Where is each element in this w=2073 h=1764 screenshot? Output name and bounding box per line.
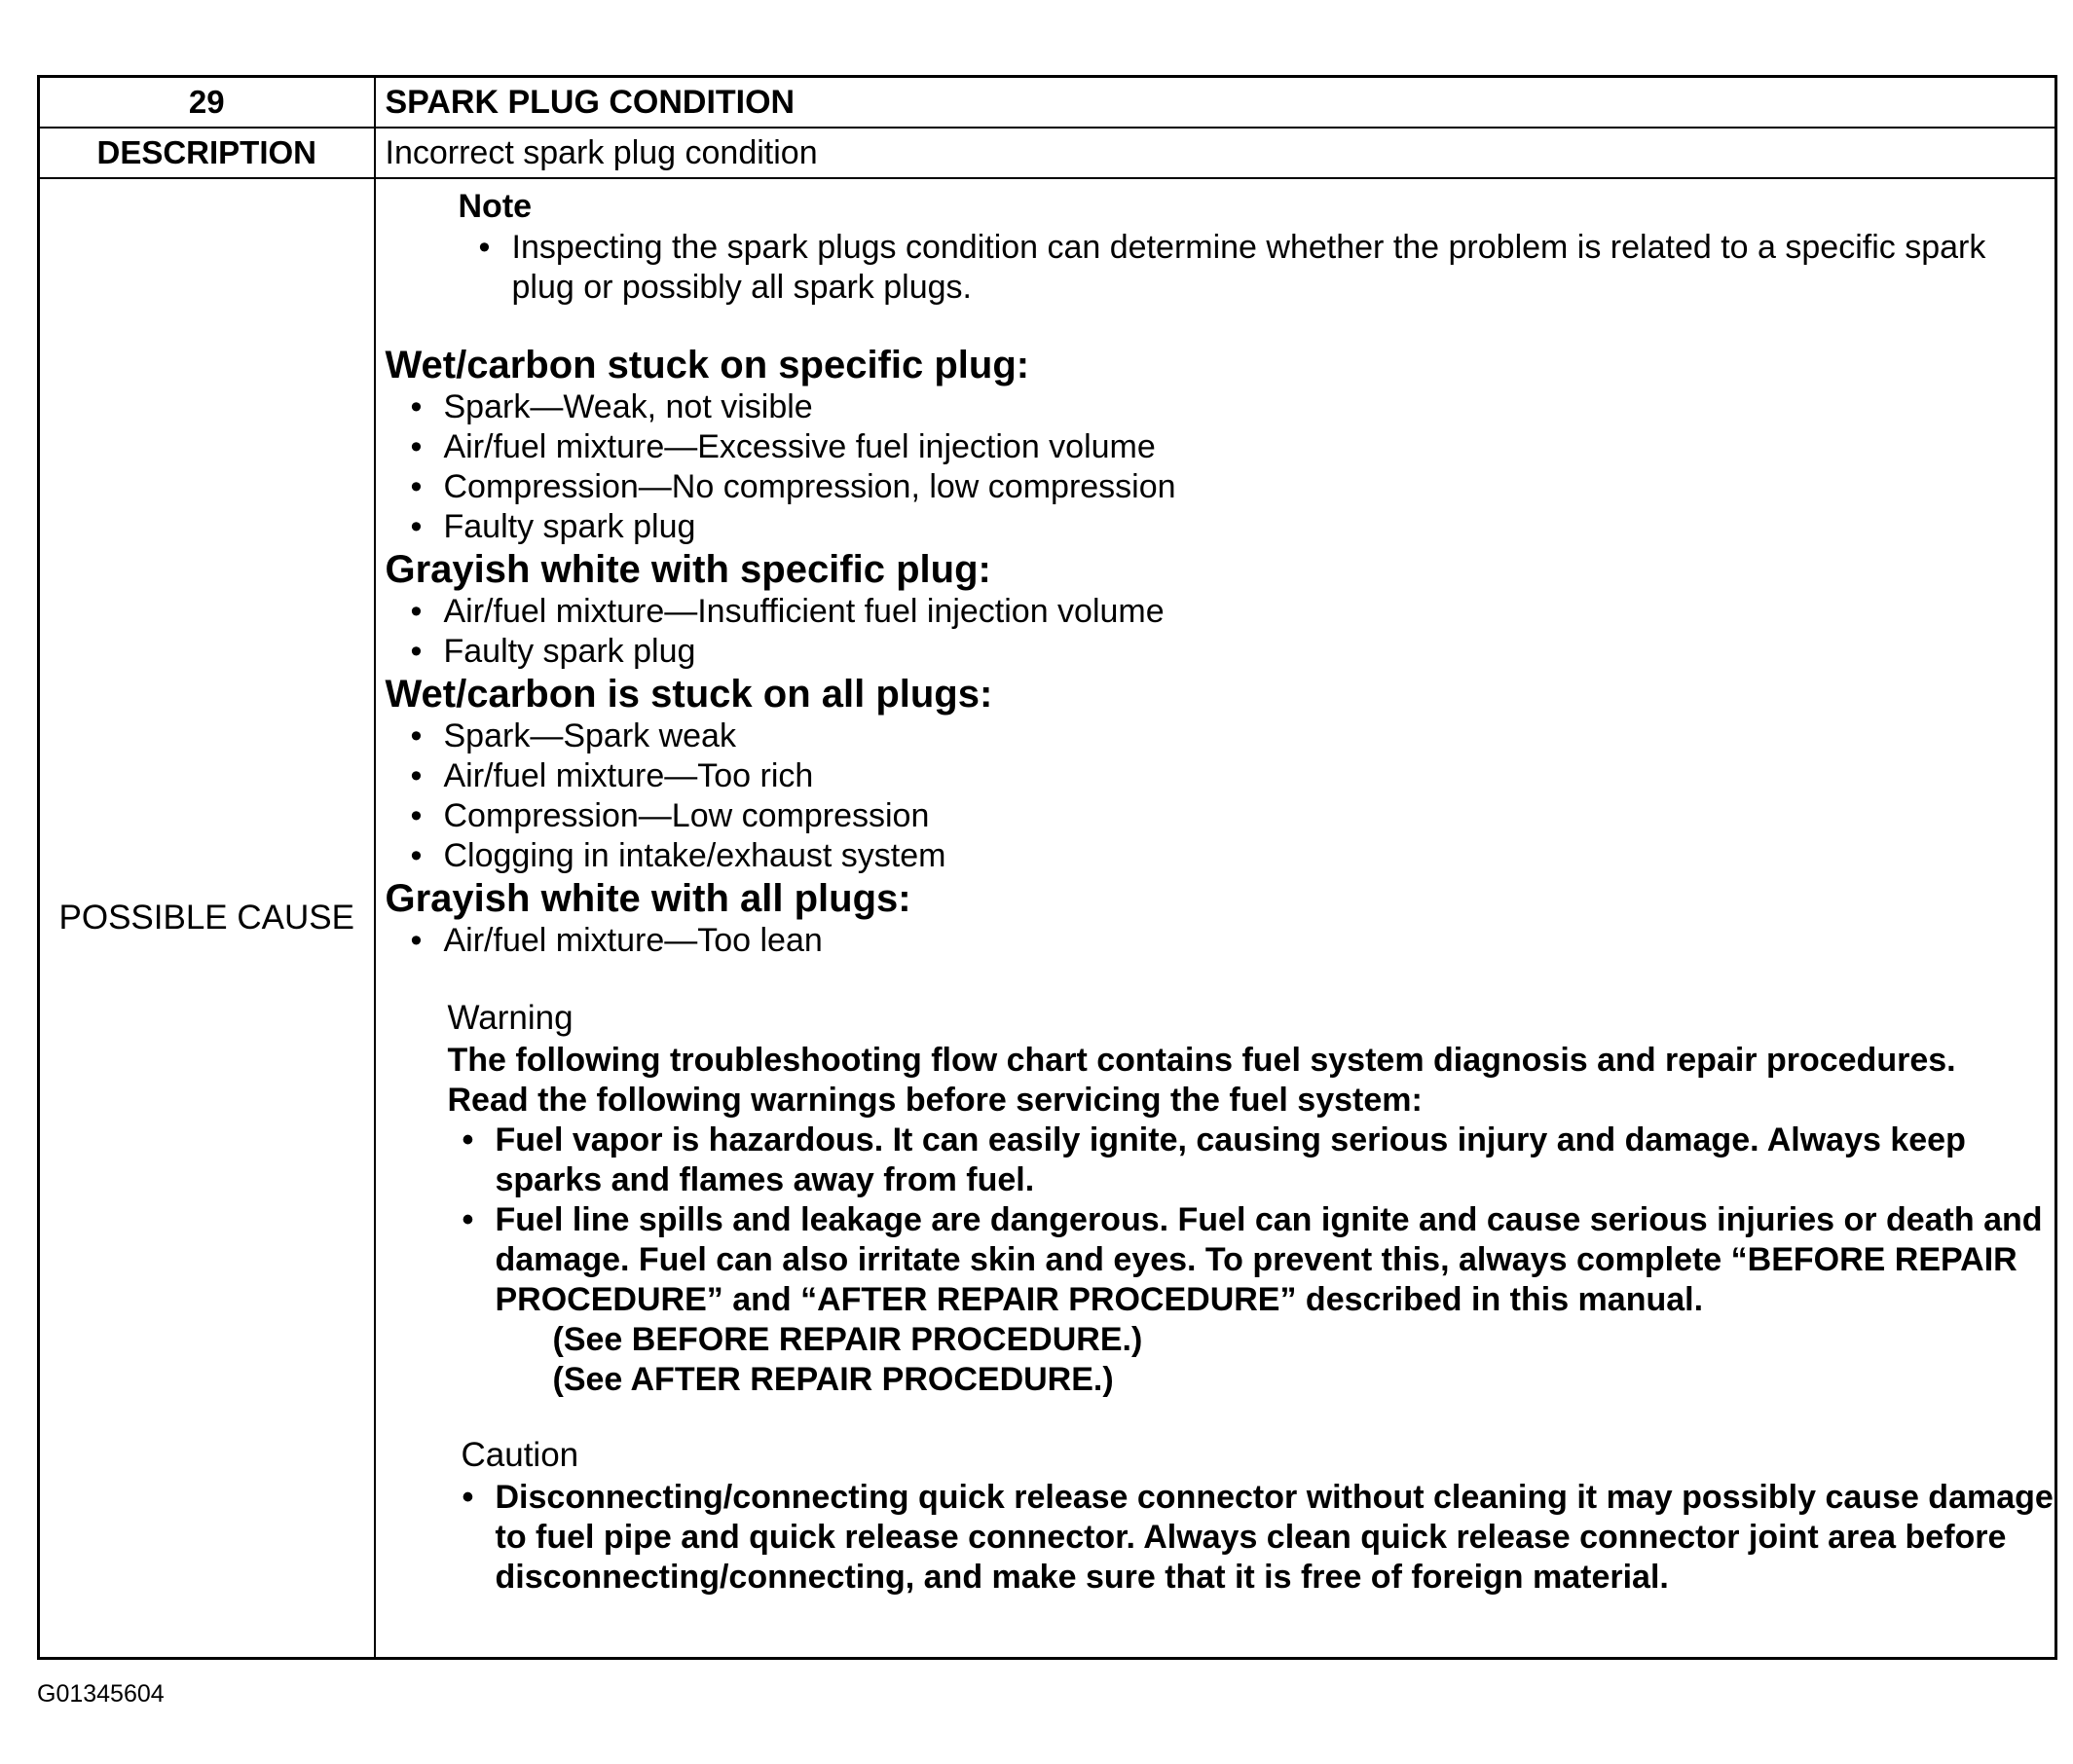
description-value: Incorrect spark plug condition bbox=[375, 128, 2056, 178]
cause-item: • Clogging in intake/exhaust system bbox=[444, 836, 2046, 876]
item-number: 29 bbox=[39, 77, 375, 129]
cause-list bbox=[444, 717, 2046, 876]
header-row bbox=[39, 77, 2056, 129]
possible-cause-row bbox=[39, 178, 2056, 1659]
cause-item: • Faulty spark plug bbox=[444, 507, 2046, 547]
possible-cause-label: POSSIBLE CAUSE bbox=[39, 178, 375, 1659]
cause-item: • Spark—Spark weak bbox=[444, 717, 2046, 756]
see-before-reference: (See BEFORE REPAIR PROCEDURE.) bbox=[552, 1321, 1143, 1358]
cause-heading: Wet/carbon is stuck on all plugs: bbox=[385, 673, 993, 716]
note-heading: Note bbox=[458, 188, 533, 225]
description-row bbox=[39, 128, 2056, 178]
warning-lead: The following troubleshooting flow chart contains fuel system diagnosis and repair procedures. Read the following warnings before servicing the fuel system: bbox=[447, 1042, 1956, 1119]
note-list bbox=[512, 228, 2031, 308]
caution-list bbox=[496, 1478, 2073, 1598]
cause-item: • Faulty spark plug bbox=[444, 632, 2046, 672]
cause-item: • Compression—Low compression bbox=[444, 796, 2046, 836]
caution-heading: Caution bbox=[461, 1436, 579, 1474]
spark-plug-condition-table bbox=[37, 75, 2057, 1660]
cause-heading: Grayish white with all plugs: bbox=[385, 877, 911, 920]
cause-item: • Air/fuel mixture—Insufficient fuel injection volume bbox=[444, 592, 2046, 632]
see-after-reference: (See AFTER REPAIR PROCEDURE.) bbox=[552, 1361, 1114, 1398]
cause-item: • Compression—No compression, low compression bbox=[444, 467, 2046, 507]
cause-item: • Air/fuel mixture—Too rich bbox=[444, 756, 2046, 796]
warning-heading: Warning bbox=[447, 999, 574, 1037]
figure-id: G01345604 bbox=[37, 1680, 165, 1708]
caution-item: • Disconnecting/connecting quick release connector without cleaning it may possibly cause damage to fuel pipe and quick release connector. Always clean quick release connector joint area before disconnecting/connecting, and make sure that it is free of foreign material. bbox=[496, 1478, 2073, 1598]
description-label: DESCRIPTION bbox=[39, 128, 375, 178]
cause-heading: Grayish white with specific plug: bbox=[385, 548, 991, 591]
cause-heading: Wet/carbon stuck on specific plug: bbox=[385, 344, 1030, 386]
cause-item: • Spark—Weak, not visible bbox=[444, 387, 2046, 427]
cause-list bbox=[444, 592, 2046, 672]
warning-item-text: Fuel line spills and leakage are dangerous. Fuel can ignite and cause serious injuries or death and damage. Fuel can also irritate skin and eyes. To prevent this, always complete “BEFORE REPAIR PROCEDURE” and “AFTER REPAIR PROCEDURE” described in this manual. bbox=[495, 1201, 2043, 1318]
cause-list bbox=[444, 387, 2046, 547]
warning-item: • Fuel vapor is hazardous. It can easily ignite, causing serious injury and damage. Always keep sparks and flames away from fuel. bbox=[496, 1121, 2063, 1200]
cause-item: • Air/fuel mixture—Excessive fuel injection volume bbox=[444, 427, 2046, 467]
possible-cause-content bbox=[375, 178, 2056, 1659]
note-item: • Inspecting the spark plugs condition can determine whether the problem is related to a specific spark plug or possibly all spark plugs. bbox=[512, 228, 2031, 308]
cause-list bbox=[444, 921, 2046, 961]
cause-item: • Air/fuel mixture—Too lean bbox=[444, 921, 2046, 961]
warning-list bbox=[496, 1121, 2063, 1400]
warning-item bbox=[496, 1200, 2063, 1400]
item-title: SPARK PLUG CONDITION bbox=[375, 77, 2056, 129]
